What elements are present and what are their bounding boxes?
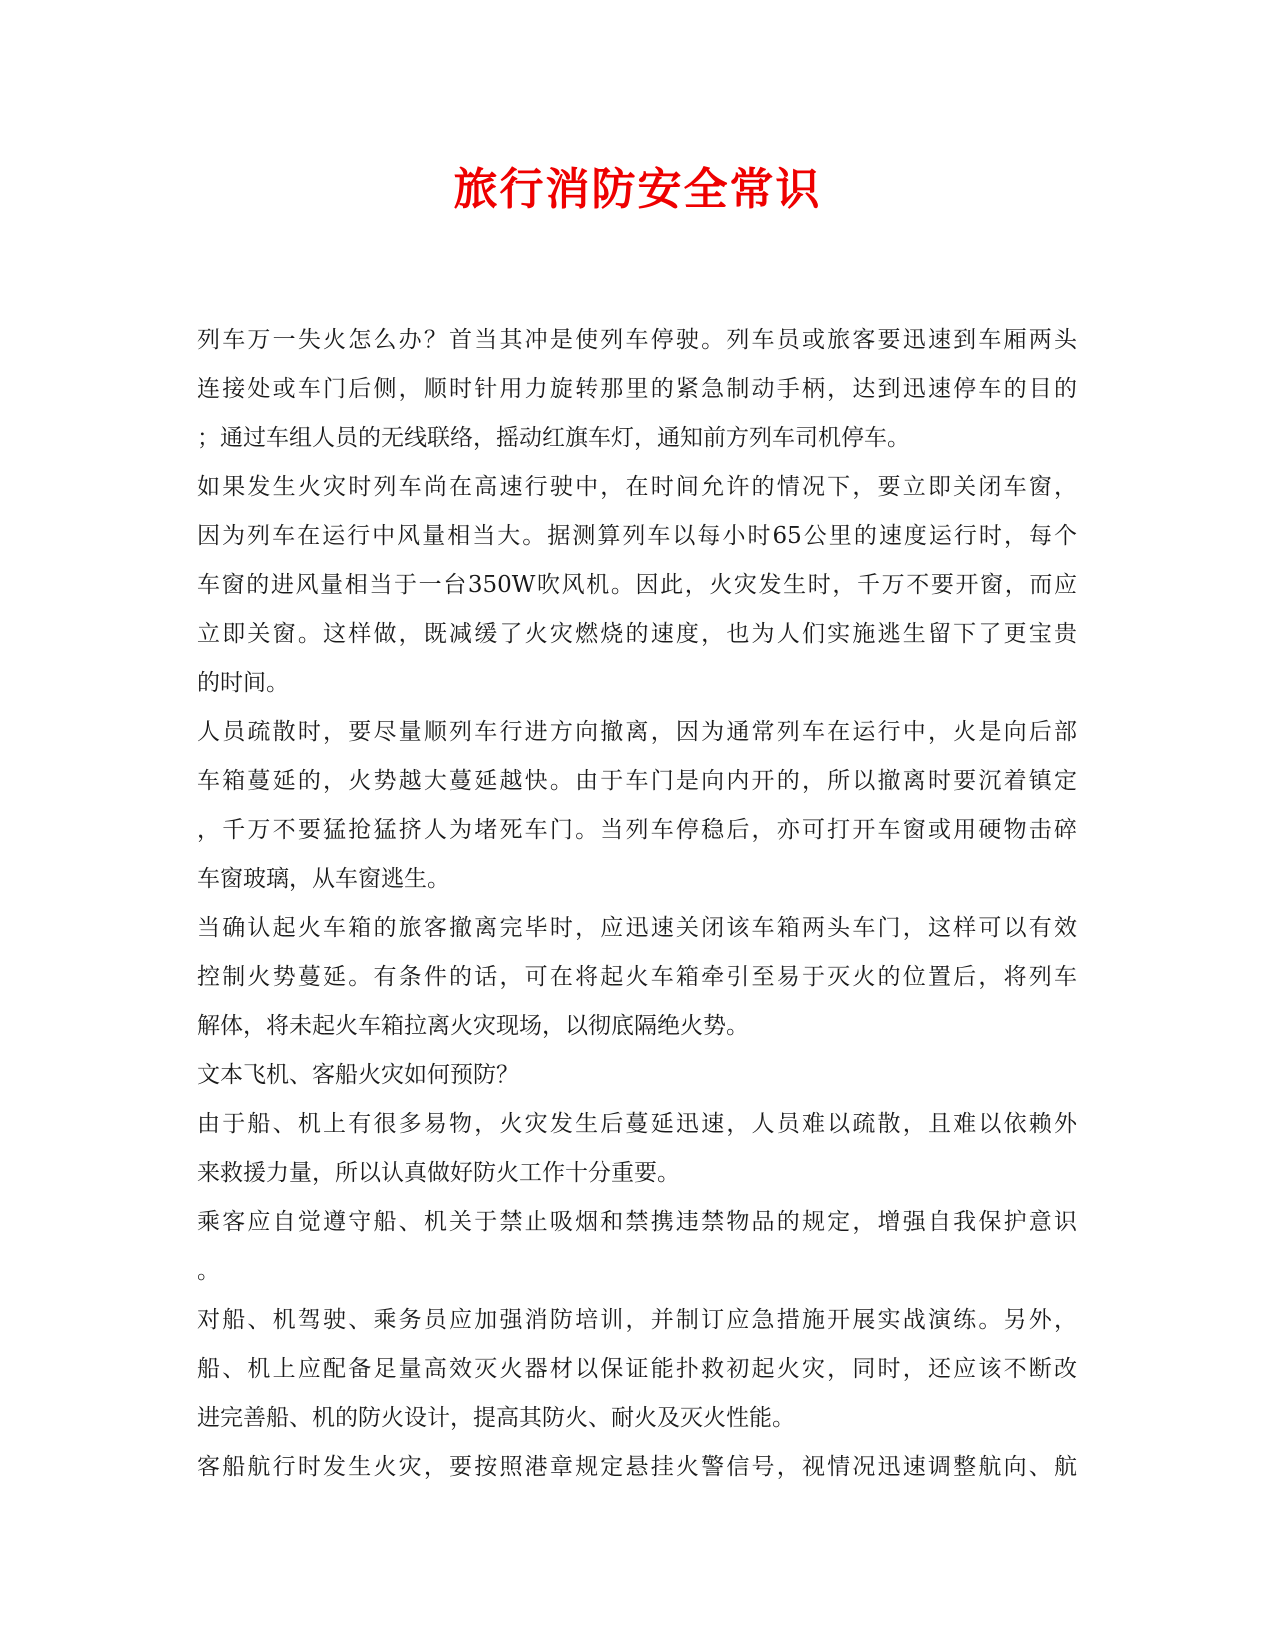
body-text-line: 如果发生火灾时列车尚在高速行驶中，在时间允许的情况下，要立即关闭车窗， xyxy=(197,474,1077,500)
body-text-line: 来救援力量，所以认真做好防火工作十分重要。 xyxy=(197,1160,680,1186)
body-text-line: 船、机上应配备足量高效灭火器材以保证能扑救初起火灾，同时，还应该不断改 xyxy=(197,1356,1077,1382)
body-text-line: 客船航行时发生火灾，要按照港章规定悬挂火警信号，视情况迅速调整航向、航 xyxy=(197,1454,1077,1480)
body-text-line: 车箱蔓延的，火势越大蔓延越快。由于车门是向内开的，所以撤离时要沉着镇定 xyxy=(197,768,1077,794)
body-text-line: 由于船、机上有很多易物，火灾发生后蔓延迅速，人员难以疏散，且难以依赖外 xyxy=(197,1111,1077,1137)
body-text-line: ；通过车组人员的无线联络，摇动红旗车灯，通知前方列车司机停车。 xyxy=(197,425,910,451)
body-text-line: 立即关窗。这样做，既减缓了火灾燃烧的速度，也为人们实施逃生留下了更宝贵 xyxy=(197,621,1077,647)
body-text-line: 当确认起火车箱的旅客撤离完毕时，应迅速关闭该车箱两头车门，这样可以有效 xyxy=(197,915,1077,941)
body-text-line: 车窗的进风量相当于一台350W吹风机。因此，火灾发生时，千万不要开窗，而应 xyxy=(197,572,1077,598)
body-text-line: 车窗玻璃，从车窗逃生。 xyxy=(197,866,450,892)
body-text-line: 文本飞机、客船火灾如何预防？ xyxy=(197,1062,519,1088)
body-text-line: 控制火势蔓延。有条件的话，可在将起火车箱牵引至易于灭火的位置后，将列车 xyxy=(197,964,1077,990)
body-text-line: 列车万一失火怎么办？首当其冲是使列车停驶。列车员或旅客要迅速到车厢两头 xyxy=(197,327,1077,353)
body-text-line: 。 xyxy=(197,1258,220,1284)
body-text-line: ，千万不要猛抢猛挤人为堵死车门。当列车停稳后，亦可打开车窗或用硬物击碎 xyxy=(197,817,1077,843)
document-title: 旅行消防安全常识 xyxy=(453,164,822,215)
body-text-line: 人员疏散时，要尽量顺列车行进方向撤离，因为通常列车在运行中，火是向后部 xyxy=(197,719,1077,745)
body-text-line: 因为列车在运行中风量相当大。据测算列车以每小时65公里的速度运行时，每个 xyxy=(197,523,1077,549)
document-body xyxy=(197,316,1077,1492)
body-text-line: 的时间。 xyxy=(197,670,289,696)
body-text-line: 进完善船、机的防火设计，提高其防火、耐火及灭火性能。 xyxy=(197,1405,795,1431)
body-text-line: 乘客应自觉遵守船、机关于禁止吸烟和禁携违禁物品的规定，增强自我保护意识 xyxy=(197,1209,1077,1235)
body-text-line: 连接处或车门后侧，顺时针用力旋转那里的紧急制动手柄，达到迅速停车的目的 xyxy=(197,376,1077,402)
body-text-line: 解体，将未起火车箱拉离火灾现场，以彻底隔绝火势。 xyxy=(197,1013,749,1039)
body-text-line: 对船、机驾驶、乘务员应加强消防培训，并制订应急措施开展实战演练。另外， xyxy=(197,1307,1077,1333)
